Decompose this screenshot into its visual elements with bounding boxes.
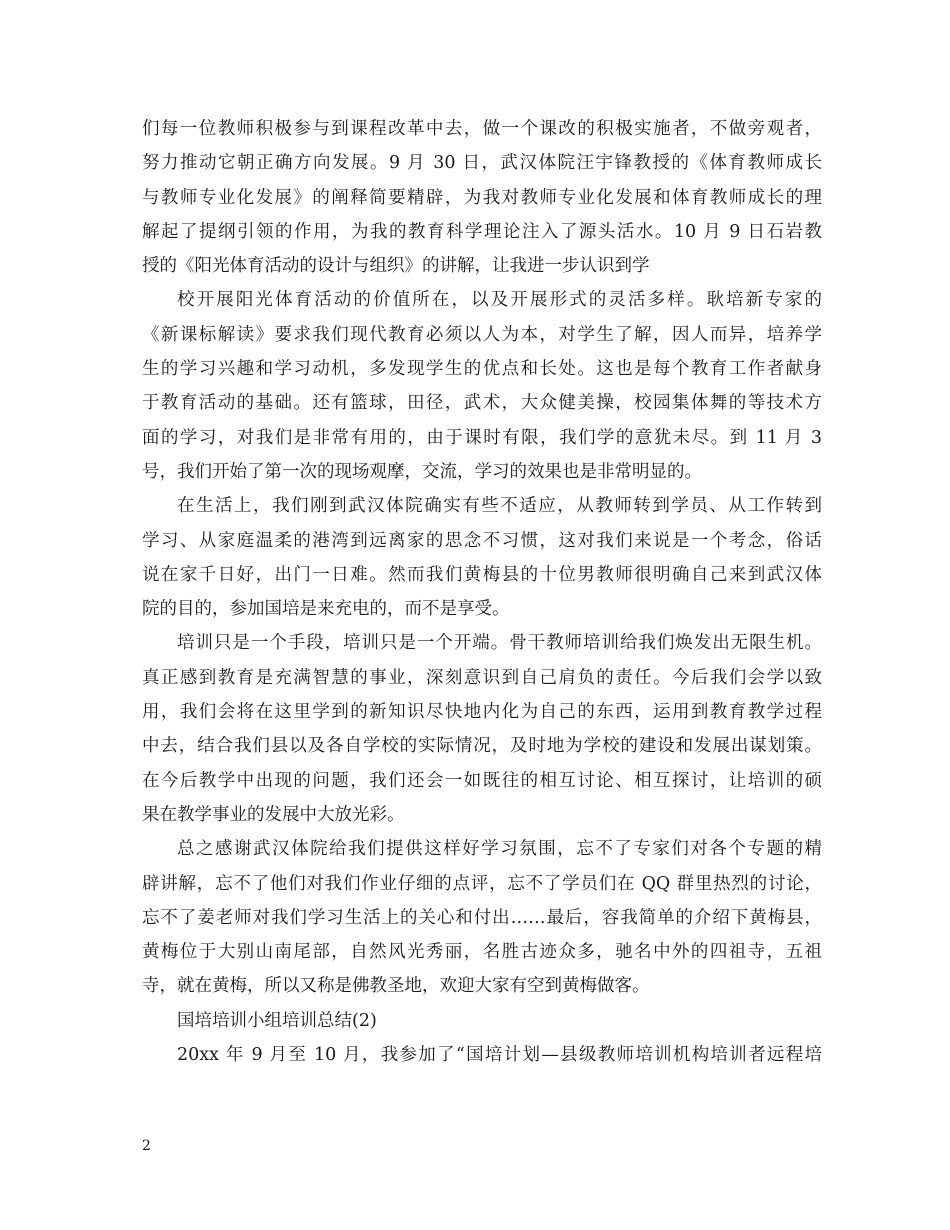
text-line: 院的目的，参加国培是来充电的，而不是享受。 — [142, 599, 510, 620]
text-line: 生的学习兴趣和学习动机，多发现学生的优点和长处。这也是每个教育工作者献身 — [142, 359, 822, 380]
text-line: 中去，结合我们县以及各自学校的实际情况，及时地为学校的建设和发展出谋划策。 — [142, 736, 822, 757]
text-line: 在生活上，我们刚到武汉体院确实有些不适应，从教师转到学员、从工作转到 — [177, 496, 822, 517]
text-line: 于教育活动的基础。还有篮球，田径，武术，大众健美操，校园集体舞的等技术方 — [142, 393, 822, 414]
text-line: 面的学习，对我们是非常有用的，由于课时有限，我们学的意犹未尽。到 11 月 3 — [142, 427, 822, 448]
text-line: 努力推动它朝正确方向发展。9 月 30 日，武汉体院汪宇锋教授的《体育教师成长 — [142, 153, 822, 174]
text-line: 学习、从家庭温柔的港湾到远离家的思念不习惯，这对我们来说是一个考念，俗话 — [142, 530, 822, 551]
text-line: 果在教学事业的发展中大放光彩。 — [142, 804, 405, 825]
text-line: 寺，就在黄梅，所以又称是佛教圣地，欢迎大家有空到黄梅做客。 — [142, 976, 650, 997]
text-line: 校开展阳光体育活动的价值所在，以及开展形式的灵活多样。耿培新专家的 — [177, 290, 822, 311]
text-line: 辟讲解，忘不了他们对我们作业仔细的点评，忘不了学员们在 QQ 群里热烈的讨论， — [142, 873, 822, 894]
text-line: 们每一位教师积极参与到课程改革中去，做一个课改的积极实施者，不做旁观者， — [142, 119, 822, 139]
text-line: 总之感谢武汉体院给我们提供这样好学习氛围，忘不了专家们对各个专题的精 — [177, 839, 822, 860]
text-line: 培训只是一个手段，培训只是一个开端。骨干教师培训给我们焕发出无限生机。 — [177, 633, 822, 654]
text-line: 忘不了姜老师对我们学习生活上的关心和付出……最后，容我简单的介绍下黄梅县， — [142, 907, 822, 928]
text-line: 真正感到教育是充满智慧的事业，深刻意识到自己肩负的责任。今后我们会学以致 — [142, 667, 822, 688]
text-line: 解起了提纲引领的作用，为我的教育科学理论注入了源头活水。10 月 9 日石岩教 — [142, 221, 822, 242]
text-line: 20xx 年 9 月至 10 月，我参加了“国培计划—县级教师培训机构培训者远程培 — [177, 1045, 822, 1066]
text-line: 授的《阳光体育活动的设计与组织》的讲解，让我进一步认识到学 — [142, 256, 650, 277]
text-line: 用，我们会将在这里学到的新知识尽快地内化为自己的东西，运用到教育教学过程 — [142, 702, 822, 723]
document-body — [142, 112, 822, 1072]
text-line: 说在家千日好，出门一日难。然而我们黄梅县的十位男教师很明确自己来到武汉体 — [142, 564, 822, 585]
text-line: 号，我们开始了第一次的现场观摩，交流，学习的效果也是非常明显的。 — [142, 461, 702, 482]
text-line: 在今后教学中出现的问题，我们还会一如既往的相互讨论、相互探讨，让培训的硕 — [142, 770, 822, 791]
text-line: 黄梅位于大别山南尾部，自然风光秀丽，名胜古迹众多，驰名中外的四祖寺，五祖 — [142, 942, 822, 963]
page-number: 2 — [142, 1138, 151, 1154]
text-line: 《新课标解读》要求我们现代教育必须以人为本，对学生了解，因人而异，培养学 — [142, 324, 822, 345]
text-line: 国培培训小组培训总结(2) — [177, 1010, 377, 1031]
text-line: 与教师专业化发展》的阐释简要精辟，为我对教师专业化发展和体育教师成长的理 — [142, 187, 822, 208]
